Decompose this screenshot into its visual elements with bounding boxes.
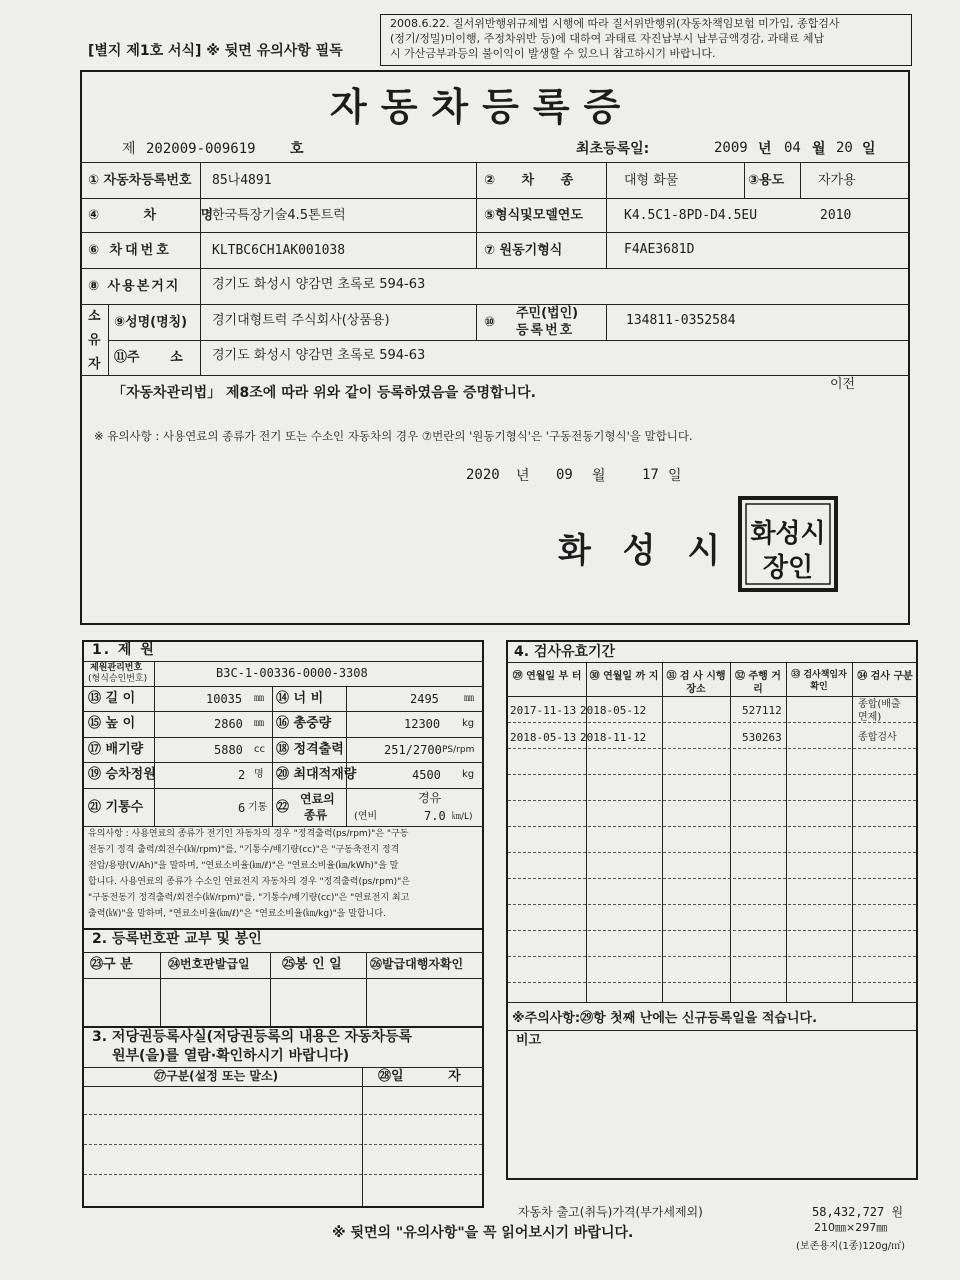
efficiency-unit: ㎞/L)	[452, 812, 473, 822]
gross-label: ⑯ 총중량	[276, 716, 332, 731]
owner-id-num: ⑩	[484, 315, 496, 330]
insp-col	[852, 662, 853, 1002]
fuel-label-2: 종류	[304, 808, 328, 822]
plates-col-agent: ㉖발급대행자확인	[370, 957, 464, 971]
reg-no: 202009-009619	[146, 141, 256, 157]
footer-note: ※ 뒷면의 "유의사항"을 꼭 읽어보시기 바랍니다.	[332, 1225, 634, 1241]
efficiency-value: 7.0	[424, 809, 446, 823]
fuel-value: 경유	[418, 791, 442, 805]
owner-side-1: 소	[88, 309, 101, 324]
issue-year: 2020	[466, 467, 500, 483]
remarks-label: 비고	[516, 1033, 542, 1048]
engine-label: ⑦ 원동기형식	[484, 243, 563, 258]
owner-side-2: 유	[88, 333, 101, 348]
owner-side-3: 자	[88, 357, 101, 372]
use-label: ③용도	[748, 173, 785, 188]
col-line	[606, 162, 607, 268]
width-label: ⑭ 너 비	[276, 691, 324, 706]
insp-row1-from: 2017-11-13	[510, 704, 577, 717]
width-unit: ㎜	[464, 693, 474, 704]
mortgage-col	[362, 1067, 363, 1208]
base-label: ⑧ 사용본거지	[88, 279, 181, 294]
issue-month: 09	[556, 467, 573, 483]
plate-label: ① 자동차등록번호	[88, 173, 192, 188]
spec-line	[82, 826, 484, 827]
insp-row	[508, 722, 916, 723]
mgmt-label-2: (형식승인번호)	[88, 674, 148, 684]
inspection-frame	[506, 640, 918, 1180]
insp-col-place: ㉛ 검 사 시행장소	[666, 671, 726, 695]
specs-note-1: 유의사항 : 사용연료의 종류가 전기인 자동차의 경우 "정격출력(ps/rpm)"은 "구동	[88, 829, 409, 839]
length-label: ⑬ 길 이	[88, 691, 136, 706]
insp-col-from: ㉙ 연월일 부 터	[512, 671, 582, 682]
paper-size: 210㎜×297㎜	[814, 1221, 888, 1234]
notice-line-1: 2008.6.22. 질서위반행위규제법 시행에 따라 질서위반행위(자동차책임보험 미가입, 종합검사	[390, 17, 840, 30]
spec-line	[82, 661, 484, 662]
paper-type: (보존용지(1종)120g/㎡)	[796, 1241, 906, 1252]
owner-name-value: 경기대형트럭 주식회사(상품용)	[212, 313, 390, 328]
notice-line-3: 시 가산금부과등의 불이익이 발생할 수 있으니 참고하시기 바랍니다.	[390, 47, 716, 60]
gross-unit: kg	[462, 718, 475, 729]
spec-col	[154, 661, 155, 826]
insp-row1-kind-2: 면제)	[858, 712, 882, 723]
max-load-value: 4500	[412, 768, 441, 782]
insp-col	[662, 662, 663, 1002]
issuer-name: 화 성 시	[558, 531, 731, 571]
col-line	[476, 162, 477, 268]
gross-value: 12300	[404, 717, 441, 731]
plates-header: 2. 등록번호판 교부 및 봉인	[92, 931, 262, 947]
displacement-value: 5880	[214, 743, 243, 757]
first-reg-day: 20	[836, 140, 853, 156]
seats-label: ⑲ 승차정원	[88, 767, 156, 782]
displacement-label: ⑰ 배기량	[88, 742, 144, 757]
model-year-value: 2010	[820, 208, 852, 223]
spec-line	[82, 711, 484, 712]
insp-row	[508, 748, 916, 749]
insp-line	[506, 662, 918, 663]
insp-col	[786, 662, 787, 1002]
model-label: ⑤형식및모델연도	[484, 208, 583, 223]
row-line	[108, 340, 910, 341]
height-value: 2860	[214, 717, 243, 731]
specs-note-2: 전동기 정격 출력/회전수(㎾/rpm)"를, "기통수/배기량(cc)"은 "구동축전지 정격	[88, 845, 400, 855]
price-label: 자동차 출고(취득)가격(부가세제외)	[518, 1205, 703, 1219]
first-reg-month: 04	[784, 140, 801, 156]
use-value: 자가용	[818, 173, 856, 188]
document-title: 자동차등록증	[330, 84, 635, 129]
insp-row	[508, 826, 916, 827]
height-unit: ㎜	[254, 718, 264, 729]
spec-line	[82, 737, 484, 738]
seats-unit: 명	[254, 769, 264, 780]
first-reg-year-unit: 년	[758, 141, 772, 157]
specs-note-5: "구동전동기 정격출력/회전수(㎾/rpm)"를, "기통수/배기량(cc)"은 "연료전지 최고	[88, 893, 410, 903]
plate-value: 85나4891	[212, 173, 272, 188]
svg-text:화성시: 화성시	[750, 519, 826, 549]
length-value: 10035	[206, 692, 243, 706]
col-line	[744, 162, 745, 198]
official-seal	[738, 496, 838, 592]
insp-col-confirm: ㉝ 검사책임자 확인	[791, 670, 847, 692]
insp-col-kind: ㉞ 검사 구분	[857, 671, 913, 682]
mortgage-col-kind: ㉗구분(설정 또는 말소)	[154, 1069, 279, 1083]
address-label: ⑪주 소	[114, 350, 183, 365]
mortgage-row	[84, 1114, 482, 1115]
insp-col	[730, 662, 731, 1002]
form-number-label: [별지 제1호 서식] ※ 뒷면 유의사항 필독	[88, 43, 343, 59]
row-line	[80, 232, 910, 233]
col-line	[108, 304, 109, 375]
spec-col	[346, 686, 347, 826]
owner-id-label-2: 등록번호	[516, 323, 575, 338]
inspection-note: ※주의사항:㉙항 첫째 난에는 신규등록일을 적습니다.	[512, 1011, 818, 1026]
spec-line	[82, 788, 484, 789]
row-line	[80, 268, 910, 269]
svg-text:장인: 장인	[762, 553, 814, 583]
spec-line	[82, 762, 484, 763]
mortgage-line	[82, 1067, 484, 1068]
insp-row	[508, 800, 916, 801]
base-value: 경기도 화성시 양감면 초록로 594-63	[212, 277, 426, 292]
max-load-label: ⑳ 최대적재량	[276, 767, 357, 782]
specs-note-3: 전압/용량(V/Ah)"을 말하며, "연료소비율(㎞/ℓ)"은 "연료소비율(㎞/kWh)"을 말	[88, 861, 399, 871]
first-reg-year: 2009	[714, 140, 748, 156]
vin-label: ⑥ 차대번호	[88, 243, 172, 258]
row-line	[80, 304, 910, 305]
specs-header: 1. 제 원	[92, 642, 156, 658]
col-line	[200, 268, 201, 304]
row-line	[80, 198, 910, 199]
power-label: ⑱ 정격출력	[276, 742, 344, 757]
row-line	[80, 162, 910, 163]
address-value: 경기도 화성시 양감면 초록로 594-63	[212, 348, 426, 363]
plates-line	[82, 952, 484, 953]
mortgage-header-2: 원부(을)를 열람·확인하시기 바랍니다)	[112, 1048, 350, 1064]
spec-line	[82, 686, 484, 687]
owner-id-value: 134811-0352584	[626, 313, 736, 328]
efficiency-label: (연비	[354, 811, 378, 822]
model-value: K4.5C1-8PD-D4.5EU	[624, 208, 758, 223]
plates-col	[270, 952, 271, 1028]
handwritten-note: 이전	[830, 377, 856, 392]
engine-value: F4AE3681D	[624, 242, 695, 257]
insp-row	[508, 930, 916, 931]
row-line	[80, 375, 910, 376]
length-unit: ㎜	[254, 693, 264, 704]
insp-row2-kind-1: 종합검사	[858, 732, 897, 743]
issue-day-unit: 일	[668, 468, 682, 484]
owner-id-label-1: 주민(법인)	[516, 306, 579, 321]
owner-name-label: ⑨성명(명칭)	[114, 315, 188, 330]
insp-row	[508, 852, 916, 853]
fuel-label-1: 연료의	[300, 792, 335, 806]
col-line	[606, 304, 607, 340]
plates-col	[160, 952, 161, 1028]
issue-day: 17	[642, 467, 659, 483]
cylinders-value: 6	[238, 801, 246, 815]
notice-line-2: (정기/정밀)미이행, 주정차위반 등)에 대하여 과태료 자진납부시 납부금액경감, 과태료 체납	[390, 32, 825, 45]
mortgage-row	[84, 1174, 482, 1175]
col-line	[200, 304, 201, 375]
width-value: 2495	[410, 692, 439, 706]
insp-line	[506, 696, 918, 697]
insp-row	[508, 878, 916, 879]
specs-note-6: 출력(㎾)"을 말하며, "연료소비율(㎞/ℓ)"은 "연료소비율(㎞/kg)"을 말합니다.	[88, 909, 386, 919]
power-value: 251/2700	[384, 743, 442, 757]
inspection-header: 4. 검사유효기간	[514, 644, 616, 660]
insp-row2-km: 530263	[742, 731, 782, 744]
insp-row	[508, 774, 916, 775]
issue-year-unit: 년	[516, 468, 530, 484]
first-reg-month-unit: 월	[812, 141, 826, 157]
insp-line	[506, 1030, 918, 1031]
cylinders-label: ㉑ 기통수	[88, 800, 144, 815]
caution-text: ※ 유의사항 : 사용연료의 종류가 전기 또는 수소인 자동차의 경우 ⑦번란의 '원동기형식'은 '구동전동기형식'을 말합니다.	[94, 429, 693, 443]
col-line	[476, 304, 477, 340]
fuel-num: ㉒	[276, 800, 290, 815]
insp-row1-kind-1: 종합(배출	[858, 699, 901, 710]
col-line	[800, 162, 801, 198]
first-reg-label: 최초등록일:	[576, 141, 650, 157]
vehicle-type-value: 대형 화물	[624, 173, 679, 188]
mortgage-col-date: ㉘일 자	[378, 1069, 461, 1084]
insp-row	[508, 904, 916, 905]
plates-col-issue-date: ㉔번호판발급일	[168, 957, 250, 971]
insp-col-km: ㉜ 주행 거리	[735, 671, 781, 695]
power-unit: PS/rpm	[442, 745, 475, 755]
insp-col-to: ㉚ 연월일 까 지	[589, 671, 659, 682]
mgmt-label-1: 제원관리번호	[90, 663, 143, 673]
price-value: 58,432,727 원	[812, 1205, 904, 1219]
vin-value: KLTBC6CH1AK001038	[212, 243, 346, 258]
insp-row	[508, 956, 916, 957]
seats-value: 2	[238, 768, 246, 782]
insp-row1-km: 527112	[742, 704, 782, 717]
issue-month-unit: 월	[592, 468, 606, 484]
mgmt-no: B3C-1-00336-0000-3308	[216, 666, 368, 680]
reg-no-suffix: 호	[290, 141, 304, 157]
height-label: ⑮ 높 이	[88, 716, 136, 731]
insp-line	[506, 1002, 918, 1003]
cylinders-unit: 기통	[248, 802, 268, 813]
mortgage-row	[84, 1144, 482, 1145]
vehicle-name-value: 한국특장기술4.5톤트럭	[212, 208, 346, 223]
insp-row1-to: 2018-05-12	[580, 704, 647, 717]
insp-row2-to: 2018-11-12	[580, 731, 647, 744]
insp-row	[508, 982, 916, 983]
vehicle-name-label: ④ 차 명	[88, 208, 214, 223]
plates-col-kind: ㉓구 분	[90, 957, 133, 972]
displacement-unit: cc	[254, 744, 265, 755]
plates-col-seal-date: ㉕봉 인 일	[282, 957, 342, 972]
certify-text: 「자동차관리법」 제8조에 따라 위와 같이 등록하였음을 증명합니다.	[112, 385, 536, 401]
mortgage-header-1: 3. 저당권등록사실(저당권등록의 내용은 자동차등록	[92, 1029, 413, 1045]
first-reg-day-unit: 일	[862, 141, 876, 157]
plates-line	[82, 978, 484, 979]
reg-no-prefix: 제	[122, 141, 136, 157]
spec-col	[272, 686, 273, 826]
max-load-unit: kg	[462, 769, 475, 780]
specs-note-4: 합니다. 사용연료의 종류가 수소인 연료전지 자동차의 경우 "정격출력(ps/rpm)"은	[88, 877, 410, 887]
vehicle-type-label: ② 차 종	[484, 173, 574, 188]
mortgage-line	[82, 1086, 484, 1087]
insp-row2-from: 2018-05-13	[510, 731, 577, 744]
plates-col	[366, 952, 367, 1028]
